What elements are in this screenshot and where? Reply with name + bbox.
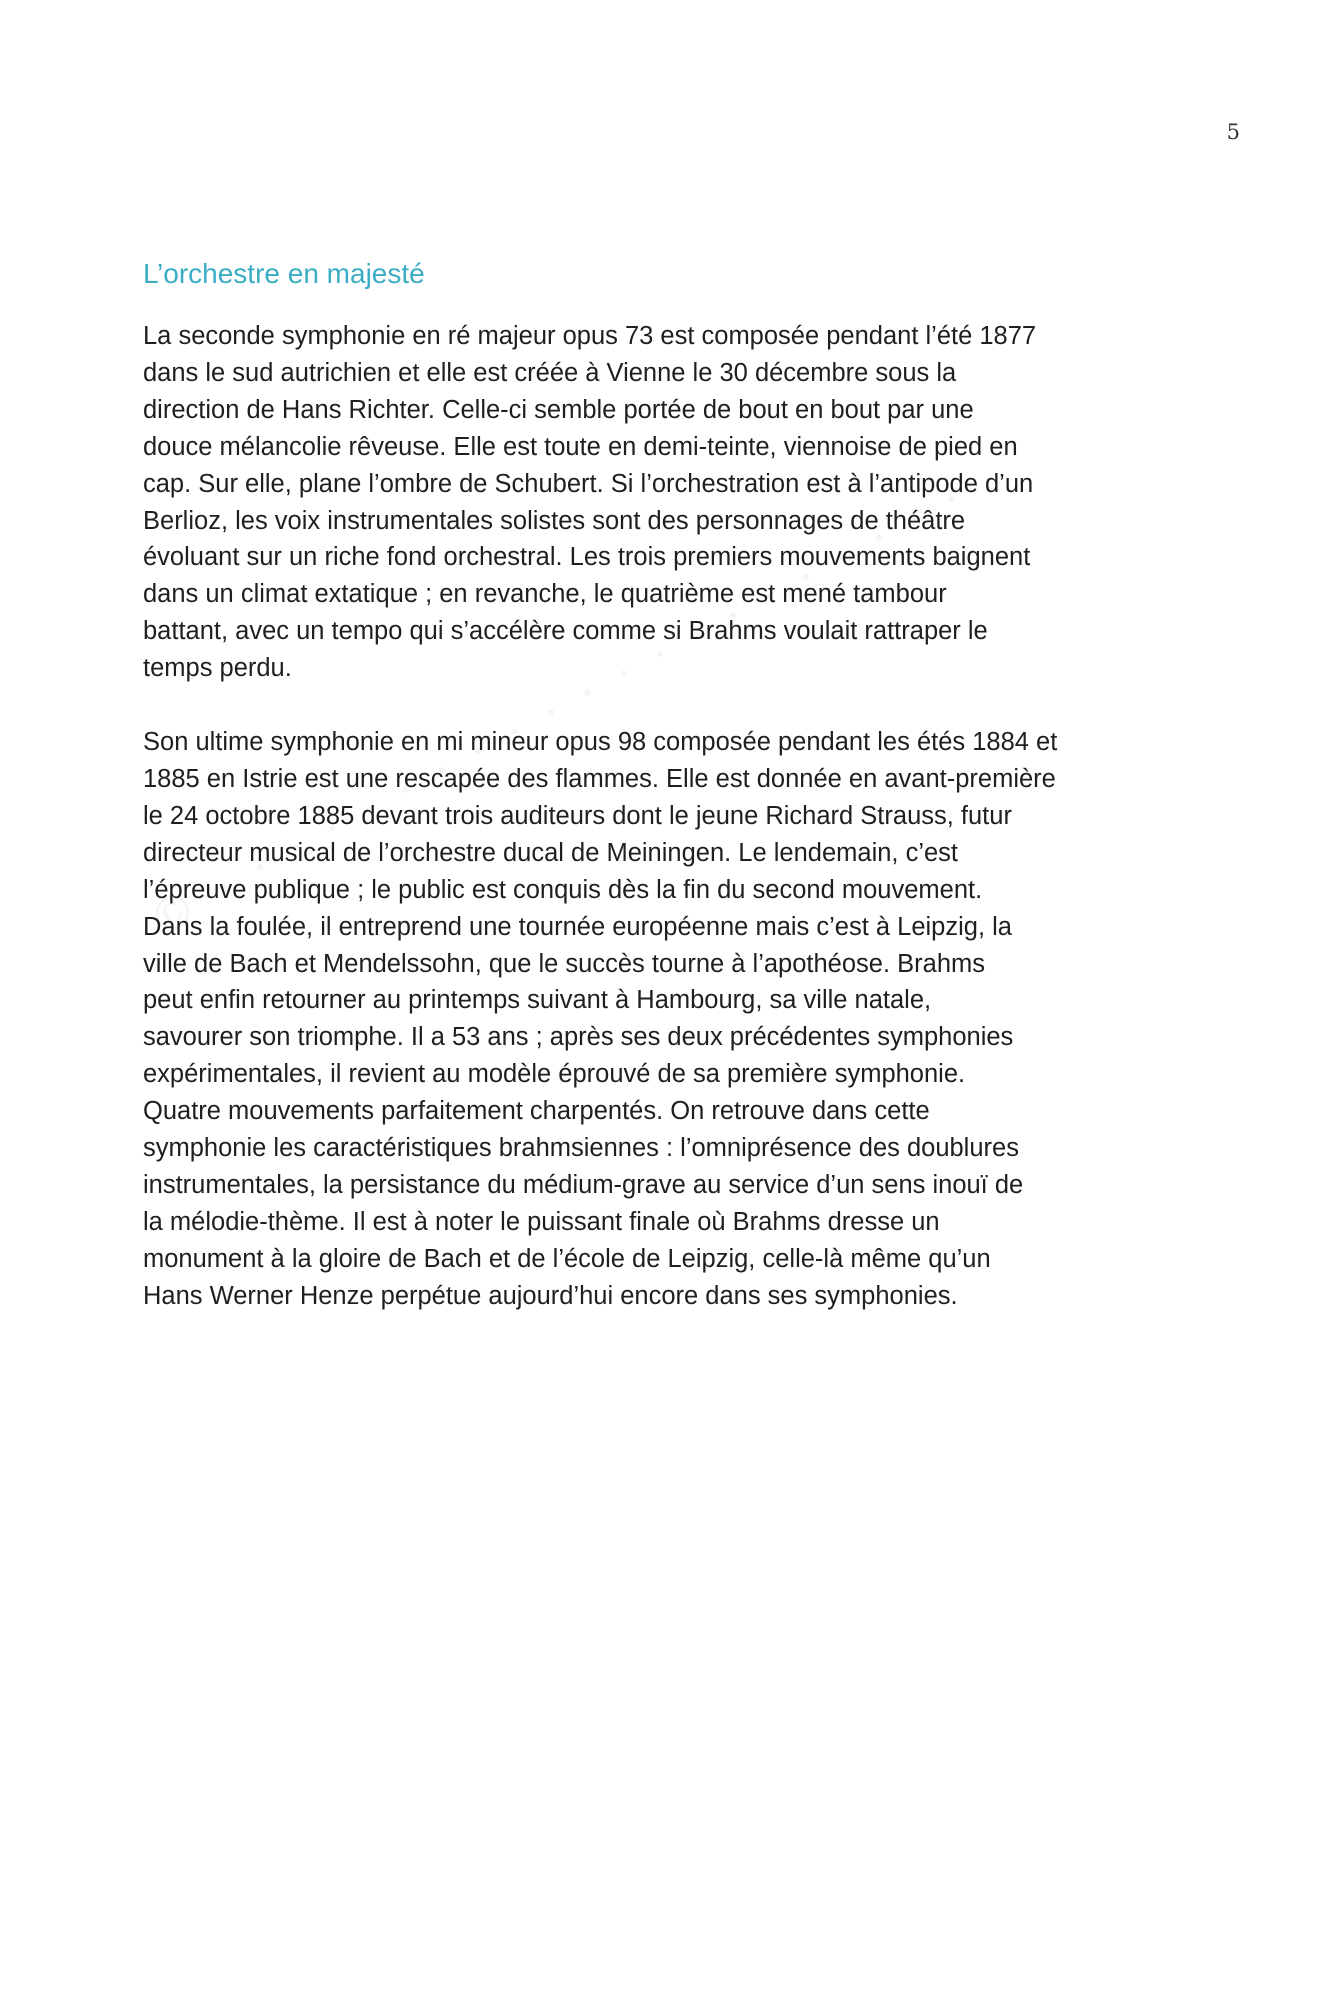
paragraph: [143, 318, 1203, 687]
text-line: expérimentales, il revient au modèle éprouvé de sa première symphonie.: [143, 1060, 966, 1089]
text-line: dans le sud autrichien et elle est créée à Vienne le 30 décembre sous la: [143, 358, 957, 387]
text-line: Hans Werner Henze perpétue aujourd’hui encore dans ses symphonies.: [143, 1281, 958, 1310]
text-line: Berlioz, les voix instrumentales solistes sont des personnages de théâtre: [143, 506, 966, 535]
section-title: L’orchestre en majesté: [143, 258, 425, 289]
text-line: directeur musical de l’orchestre ducal de Meiningen. Le lendemain, c’est: [143, 838, 959, 867]
text-line: ville de Bach et Mendelssohn, que le succès tourne à l’apothéose. Brahms: [143, 949, 985, 978]
text-line: évoluant sur un riche fond orchestral. Les trois premiers mouvements baignent: [143, 543, 1031, 572]
text-line: le 24 octobre 1885 devant trois auditeurs dont le jeune Richard Strauss, futur: [143, 801, 1012, 830]
text-line: savourer son triomphe. Il a 53 ans ; après ses deux précédentes symphonies: [143, 1023, 1014, 1052]
text-line: l’épreuve publique ; le public est conquis dès la fin du second mouvement.: [143, 875, 983, 904]
text-line: Son ultime symphonie en mi mineur opus 98 composée pendant les étés 1884 et: [143, 728, 1058, 757]
text-line: 1885 en Istrie est une rescapée des flammes. Elle est donnée en avant-première: [143, 764, 1056, 793]
text-line: direction de Hans Richter. Celle-ci semble portée de bout en bout par une: [143, 395, 974, 424]
text-line: instrumentales, la persistance du médium-grave au service d’un sens inouï de: [143, 1170, 1024, 1199]
text-line: temps perdu.: [143, 654, 292, 683]
paragraph: [143, 724, 1203, 1315]
body-text: [143, 318, 1203, 1315]
text-line: Dans la foulée, il entreprend une tournée européenne mais c’est à Leipzig, la: [143, 912, 1012, 941]
page-number: 5: [1226, 120, 1240, 144]
text-line: douce mélancolie rêveuse. Elle est toute en demi-teinte, viennoise de pied en: [143, 432, 1018, 461]
text-line: symphonie les caractéristiques brahmsiennes : l’omniprésence des doublures: [143, 1134, 1019, 1163]
text-line: Quatre mouvements parfaitement charpentés. On retrouve dans cette: [143, 1097, 930, 1126]
main-content: [143, 252, 1203, 1352]
text-line: la mélodie-thème. Il est à noter le puissant finale où Brahms dresse un: [143, 1207, 940, 1236]
text-line: cap. Sur elle, plane l’ombre de Schubert. Si l’orchestration est à l’antipode d’un: [143, 469, 1034, 498]
text-line: La seconde symphonie en ré majeur opus 73 est composée pendant l’été 1877: [143, 322, 1037, 350]
text-line: monument à la gloire de Bach et de l’école de Leipzig, celle-là même qu’un: [143, 1244, 991, 1273]
text-line: dans un climat extatique ; en revanche, le quatrième est mené tambour: [143, 580, 947, 609]
text-line: peut enfin retourner au printemps suivant à Hambourg, sa ville natale,: [143, 986, 932, 1015]
text-line: battant, avec un tempo qui s’accélère comme si Brahms voulait rattraper le: [143, 617, 988, 646]
